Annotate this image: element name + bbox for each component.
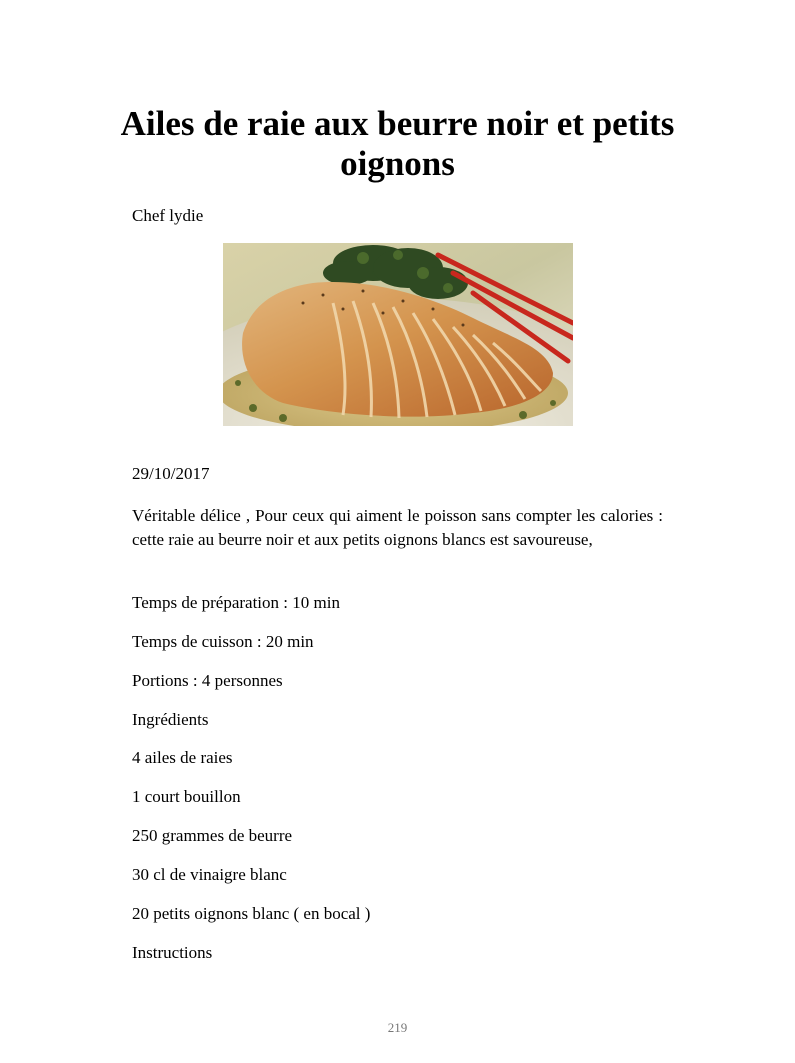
prep-time: Temps de préparation : 10 min xyxy=(132,593,340,612)
cook-time: Temps de cuisson : 20 min xyxy=(132,632,314,651)
ingredient-item: 30 cl de vinaigre blanc xyxy=(132,865,287,884)
chef-name: Chef lydie xyxy=(132,206,204,225)
ingredients-heading: Ingrédients xyxy=(132,710,209,729)
recipe-title: Ailes de raie aux beurre noir et petits oignons xyxy=(120,104,675,183)
ingredient-item: 250 grammes de beurre xyxy=(132,826,293,845)
ingredient-item: 1 court bouillon xyxy=(132,787,241,806)
portions: Portions : 4 personnes xyxy=(132,671,283,690)
recipe-intro: Véritable délice , Pour ceux qui aiment le poisson sans compter les calories : cette raie au beurre noir et aux petits oignons blancs est savoureuse, xyxy=(132,506,663,549)
page-number: 219 xyxy=(387,1020,408,1035)
dish-photo xyxy=(223,243,573,426)
ingredient-item: 20 petits oignons blanc ( en bocal ) xyxy=(132,904,371,923)
recipe-date: 29/10/2017 xyxy=(132,464,210,483)
ingredient-item: 4 ailes de raies xyxy=(132,748,233,767)
instructions-heading: Instructions xyxy=(132,943,213,962)
